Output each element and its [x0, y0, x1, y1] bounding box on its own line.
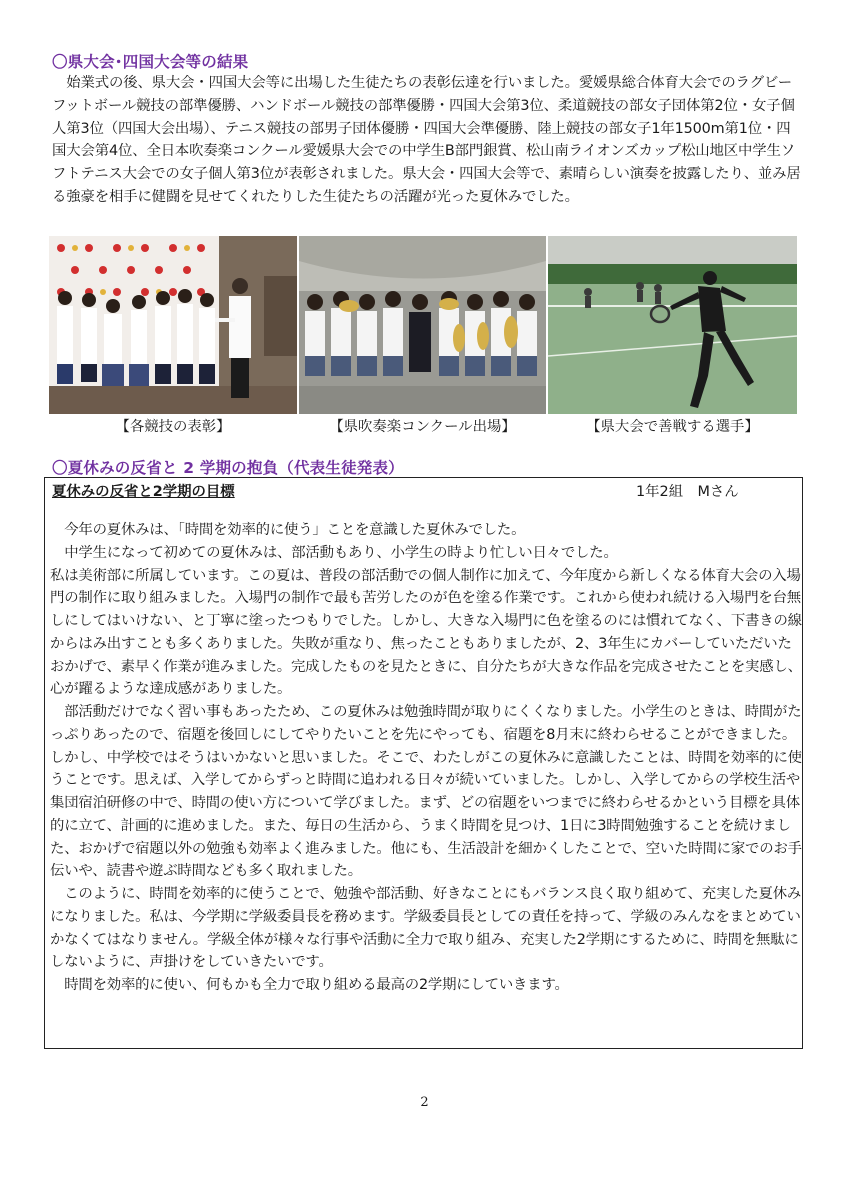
essay-paragraph: 時間を効率的に使い、何もかも全力で取り組める最高の2学期にしていきます。 — [50, 977, 569, 993]
photo-caption: 【県大会で善戦する選手】 — [586, 419, 759, 435]
essay-paragraph: このように、時間を効率的に使うことで、勉強や部活動、好きなことにもバランス良く取り組めて、充実した夏休みになりました。私は、今学期に学級委員長を務めます。学級委員長としての責任を持って、学級のみんなをまとめていかなくてはなりません。学級全体が様々な行事や活動に全力で取り組み、充実した2学期にするために、時間を無駄にしないように、声掛けをしていきたいです。 — [50, 886, 802, 971]
essay-body — [50, 519, 802, 997]
essay-author: 1年2組 Mさん — [636, 484, 739, 500]
essay-paragraph: 中学生になって初めての夏休みは、部活動もあり、小学生の時より忙しい日々でした。 — [50, 544, 618, 561]
photo-award-ceremony — [49, 236, 297, 414]
photo-caption: 【県吹奏楽コンクール出場】 — [329, 419, 516, 435]
photo-caption: 【各競技の表彰】 — [115, 419, 231, 435]
photo-tennis-player — [548, 236, 797, 414]
essay-paragraph: 部活動だけでなく習い事もあったため、この夏休みは勉強時間が取りにくくなりました。小学生のときは、時間がたっぷりあったので、宿題を後回しにしてやりたいことを先にやっても、宿題を8月末に終わらせることができました。しかし、中学校ではそうはいかないと思いました。そこで、わたしがこの夏休みに意識したことは、時間を効率的に使うことです。思えば、入学してからずっと時間に追われる日々が続いていました。しかし、入学してからの学校生活や集団宿泊研修の中で、時間の使い方について学びました。まず、どの宿題をいつまでに終わらせるかという目標を具体的に立て、計画的に進めました。また、毎日の生活から、うまく時間を見つけ、1日に3時間勉強することを続けました、おかげで宿題以外の勉強も効率よく進みました。他にも、生活設計を細かくしたことで、空いた時間に家でのお手伝いや、読書や遊ぶ時間なども多く取れました。 — [50, 704, 802, 880]
essay-paragraph: 今年の夏休みは、「時間を効率的に使う」ことを意識した夏休みでした。 — [50, 522, 526, 538]
section-heading-results: 〇県大会･四国大会等の結果 — [52, 53, 249, 71]
results-paragraph: 始業式の後、県大会・四国大会等に出場した生徒たちの表彰伝達を行いました。愛媛県総合体育大会でのラグビーフットボール競技の部準優勝、ハンドボール競技の部準優勝・四国大会第3位、柔道競技の部女子団体第2位・女子個人第3位（四国大会出場）、テニス競技の部男子団体優勝・四国大会準優勝、陸上競技の部女子1年1500m第1位・四国大会第4位、全日本吹奏楽コンクール愛媛県大会での中学生B部門銀賞、松山南ライオンズカップ松山地区中学生ソフトテニス大会での女子個人第3位が表彰されました。県大会・四国大会等で、素晴らしい演奏を披露したり、並み居る強豪を相手に健闘を見せてくれたりした生徒たちの活躍が光った夏休みでした。 — [52, 75, 801, 205]
page-number: 2 — [420, 1095, 429, 1110]
photo-brass-band — [299, 236, 546, 414]
essay-title: 夏休みの反省と2学期の目標 — [52, 484, 235, 500]
essay-paragraph: 私は美術部に所属しています。この夏は、普段の部活動での個人制作に加えて、今年度から新しくなる体育大会の入場門の制作に取り組みました。入場門の制作で最も苦労したのが色を塗る作業です。これから使われ続ける入場門を台無しにしてはいけない、と丁寧に塗ったつもりでした。しかし、大きな入場門に色を塗るのには慣れてなく、下書きの線からはみ出すことも多くありました。失敗が重なり、焦ったこともありましたが、2、3年生にカバーしていただいたおかげで、素早く作業が進みました。完成したものを見たときに、自分たちが大きな作品を完成させたことを実感し、心が躍るような達成感がありました。 — [50, 567, 802, 698]
section-heading-summer-reflection: 〇夏休みの反省と 2 学期の抱負（代表生徒発表） — [52, 459, 404, 477]
